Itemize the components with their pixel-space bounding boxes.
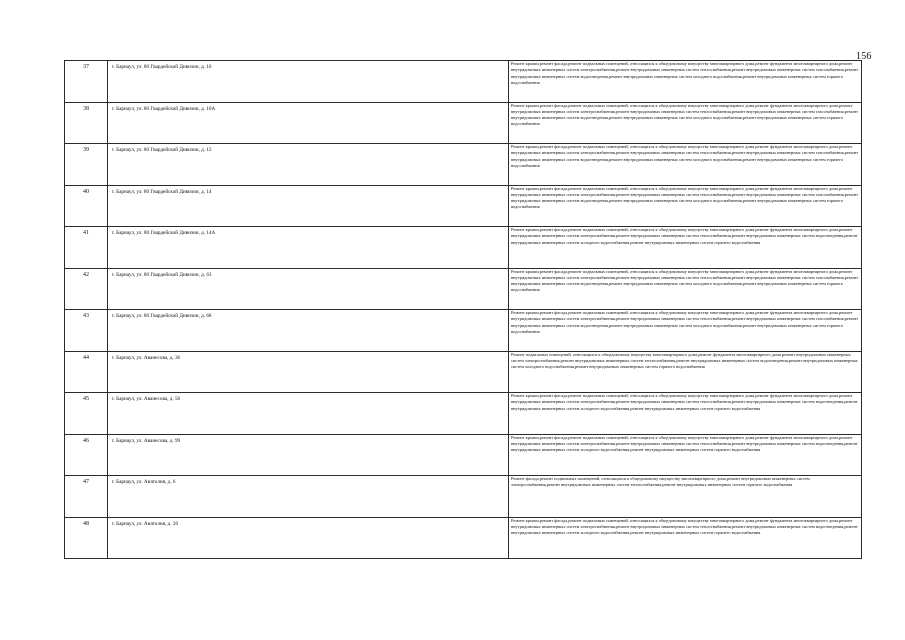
table-row [65, 268, 862, 310]
address-cell: г. Барнаул, ул. 80 Гвардейской Дивизии, д. 14А [108, 227, 509, 269]
row-number-cell: 44 [65, 351, 108, 393]
table-row [65, 476, 862, 518]
row-number-cell: 43 [65, 310, 108, 352]
address-cell: г. Барнаул, ул. Анатолия, д. 6 [108, 476, 509, 518]
works-cell: Ремонт крыши,ремонт фасада,ремонт подвальных помещений, относящихся к общедомовому имуществу многоквартирного дома,ремонт фундамента многоквартирного дома,ремонт внутридомовых инженерных систем электроснабжения,ремонт внутридомовых инженерных систем теплоснабжения,ремонт внутридомовых инженерных систем водоотведения,ремонт внутридомовых инженерных систем холодного водоснабжения,ремонт внутридомовых инженерных систем горячего водоснабжения [509, 393, 862, 435]
address-cell: г. Барнаул, ул. Аванесова, д. 36 [108, 351, 509, 393]
row-number-cell: 41 [65, 227, 108, 269]
works-cell: Ремонт крыши,ремонт фасада,ремонт подвальных помещений, относящихся к общедомовому имуществу многоквартирного дома,ремонт фундамента многоквартирного дома,ремонт внутридомовых инженерных систем электроснабжения,ремонт внутридомовых инженерных систем теплоснабжения,ремонт внутридомовых инженерных систем газоснабжения,ремонт внутридомовых инженерных систем водоотведения,ремонт внутридомовых инженерных систем холодного водоснабжения,ремонт внутридомовых инженерных систем горячего водоснабжения [509, 61, 862, 103]
address-cell: г. Барнаул, ул. 80 Гвардейской Дивизии, д. 12 [108, 144, 509, 186]
works-cell: Ремонт крыши,ремонт фасада,ремонт подвальных помещений, относящихся к общедомовому имуществу многоквартирного дома,ремонт фундамента многоквартирного дома,ремонт внутридомовых инженерных систем электроснабжения,ремонт внутридомовых инженерных систем теплоснабжения,ремонт внутридомовых инженерных систем водоотведения,ремонт внутридомовых инженерных систем холодного водоснабжения,ремонт внутридомовых инженерных систем горячего водоснабжения [509, 434, 862, 476]
table-row [65, 144, 862, 186]
table-row [65, 434, 862, 476]
address-cell: г. Барнаул, ул. 80 Гвардейской Дивизии, д. 63 [108, 268, 509, 310]
address-cell: г. Барнаул, ул. 80 Гвардейской Дивизии, д. 10 [108, 61, 509, 103]
works-cell: Ремонт крыши,ремонт фасада,ремонт подвальных помещений, относящихся к общедомовому имуществу многоквартирного дома,ремонт фундамента многоквартирного дома,ремонт внутридомовых инженерных систем электроснабжения,ремонт внутридомовых инженерных систем теплоснабжения,ремонт внутридомовых инженерных систем газоснабжения,ремонт внутридомовых инженерных систем водоотведения,ремонт внутридомовых инженерных систем холодного водоснабжения,ремонт внутридомовых инженерных систем горячего водоснабжения [509, 185, 862, 227]
row-number-cell: 37 [65, 61, 108, 103]
row-number-cell: 48 [65, 517, 108, 559]
address-cell: г. Барнаул, ул. 80 Гвардейской Дивизии, д. 10А [108, 102, 509, 144]
works-cell: Ремонт крыши,ремонт фасада,ремонт подвальных помещений, относящихся к общедомовому имуществу многоквартирного дома,ремонт фундамента многоквартирного дома,ремонт внутридомовых инженерных систем электроснабжения,ремонт внутридомовых инженерных систем теплоснабжения,ремонт внутридомовых инженерных систем газоснабжения,ремонт внутридомовых инженерных систем водоотведения,ремонт внутридомовых инженерных систем холодного водоснабжения,ремонт внутридомовых инженерных систем горячего водоснабжения [509, 268, 862, 310]
row-number-cell: 40 [65, 185, 108, 227]
works-cell: Ремонт подвальных помещений, относящихся к общедомовому имуществу многоквартирного дома,ремонт фундамента многоквартирного дома,ремонт внутридомовых инженерных систем электроснабжения,ремонт внутридомовых инженерных систем теплоснабжения,ремонт внутридомовых инженерных систем водоотведения,ремонт внутридомовых инженерных систем холодного водоснабжения,ремонт внутридомовых инженерных систем горячего водоснабжения [509, 351, 862, 393]
works-cell: Ремонт крыши,ремонт фасада,ремонт подвальных помещений, относящихся к общедомовому имуществу многоквартирного дома,ремонт фундамента многоквартирного дома,ремонт внутридомовых инженерных систем электроснабжения,ремонт внутридомовых инженерных систем теплоснабжения,ремонт внутридомовых инженерных систем водоотведения,ремонт внутридомовых инженерных систем холодного водоснабжения,ремонт внутридомовых инженерных систем горячего водоснабжения [509, 227, 862, 269]
row-number-cell: 42 [65, 268, 108, 310]
table-body [65, 61, 862, 559]
works-cell: Ремонт фасада,ремонт подвальных помещений, относящихся к общедомовому имуществу многоквартирного дома,ремонт внутридомовых инженерных систем электроснабжения,ремонт внутридомовых инженерных систем теплоснабжения,ремонт внутридомовых инженерных систем горячего водоснабжения [509, 476, 862, 518]
address-cell: г. Барнаул, ул. Аванесова, д. 56 [108, 393, 509, 435]
table-row [65, 310, 862, 352]
table-row [65, 517, 862, 559]
works-cell: Ремонт крыши,ремонт фасада,ремонт подвальных помещений, относящихся к общедомовому имуществу многоквартирного дома,ремонт фундамента многоквартирного дома,ремонт внутридомовых инженерных систем электроснабжения,ремонт внутридомовых инженерных систем теплоснабжения,ремонт внутридомовых инженерных систем газоснабжения,ремонт внутридомовых инженерных систем водоотведения,ремонт внутридомовых инженерных систем холодного водоснабжения,ремонт внутридомовых инженерных систем горячего водоснабжения [509, 310, 862, 352]
works-cell: Ремонт крыши,ремонт фасада,ремонт подвальных помещений, относящихся к общедомовому имуществу многоквартирного дома,ремонт фундамента многоквартирного дома,ремонт внутридомовых инженерных систем электроснабжения,ремонт внутридомовых инженерных систем теплоснабжения,ремонт внутридомовых инженерных систем водоотведения,ремонт внутридомовых инженерных систем холодного водоснабжения,ремонт внутридомовых инженерных систем горячего водоснабжения [509, 517, 862, 559]
table-row [65, 185, 862, 227]
address-cell: г. Барнаул, ул. Аванесова, д. 99 [108, 434, 509, 476]
row-number-cell: 45 [65, 393, 108, 435]
table-row [65, 351, 862, 393]
table-row [65, 393, 862, 435]
address-cell: г. Барнаул, ул. Анатолия, д. 20 [108, 517, 509, 559]
table-row [65, 61, 862, 103]
table-row [65, 227, 862, 269]
row-number-cell: 39 [65, 144, 108, 186]
page-number: 156 [856, 51, 872, 62]
houses-table [64, 60, 862, 559]
address-cell: г. Барнаул, ул. 80 Гвардейской Дивизии, д. 14 [108, 185, 509, 227]
works-cell: Ремонт крыши,ремонт фасада,ремонт подвальных помещений, относящихся к общедомовому имуществу многоквартирного дома,ремонт фундамента многоквартирного дома,ремонт внутридомовых инженерных систем электроснабжения,ремонт внутридомовых инженерных систем теплоснабжения,ремонт внутридомовых инженерных систем газоснабжения,ремонт внутридомовых инженерных систем водоотведения,ремонт внутридомовых инженерных систем холодного водоснабжения,ремонт внутридомовых инженерных систем горячего водоснабжения [509, 102, 862, 144]
row-number-cell: 47 [65, 476, 108, 518]
works-cell: Ремонт крыши,ремонт фасада,ремонт подвальных помещений, относящихся к общедомовому имуществу многоквартирного дома,ремонт фундамента многоквартирного дома,ремонт внутридомовых инженерных систем электроснабжения,ремонт внутридомовых инженерных систем теплоснабжения,ремонт внутридомовых инженерных систем газоснабжения,ремонт внутридомовых инженерных систем водоотведения,ремонт внутридомовых инженерных систем холодного водоснабжения,ремонт внутридомовых инженерных систем горячего водоснабжения [509, 144, 862, 186]
row-number-cell: 38 [65, 102, 108, 144]
row-number-cell: 46 [65, 434, 108, 476]
address-cell: г. Барнаул, ул. 80 Гвардейской Дивизии, д. 68 [108, 310, 509, 352]
table-row [65, 102, 862, 144]
